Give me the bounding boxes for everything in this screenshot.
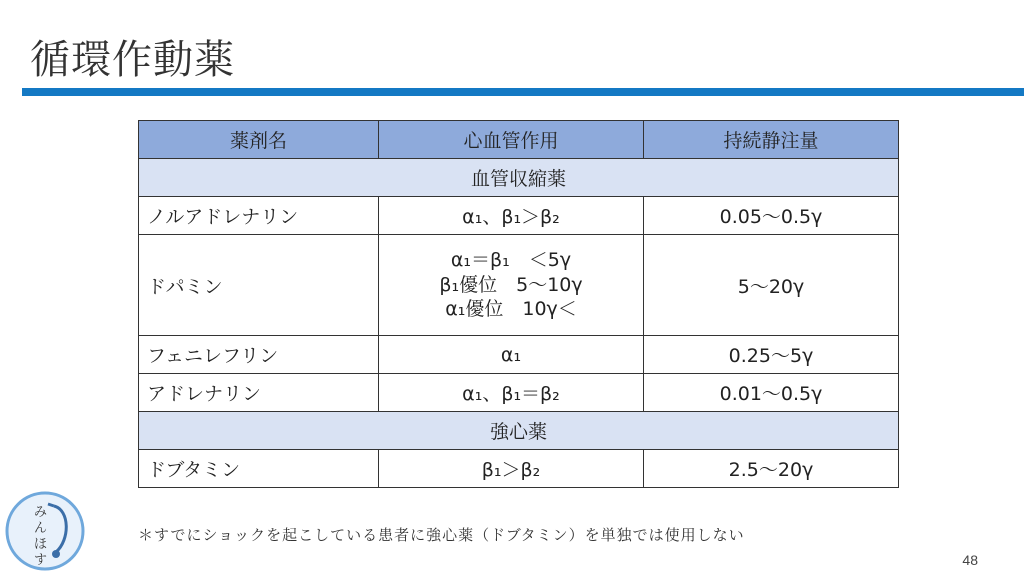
header-drug-name: 薬剤名 — [139, 121, 379, 159]
drug-dose: 0.25〜5γ — [644, 336, 899, 374]
effect-line: α₁優位 10γ＜ — [445, 298, 577, 321]
slide-title: 循環作動薬 — [30, 37, 235, 83]
title-underline-bar — [22, 88, 1024, 96]
drug-effect: α₁、β₁＞β₂ — [379, 197, 644, 235]
table-row — [139, 235, 899, 336]
logo-char: ほ — [34, 537, 48, 552]
section-row-inotropes — [139, 412, 899, 450]
header-cardiovascular-effect: 心血管作用 — [379, 121, 644, 159]
drug-effect: α₁ — [379, 336, 644, 374]
drug-effect: β₁＞β₂ — [379, 450, 644, 488]
drug-name: アドレナリン — [139, 374, 379, 412]
logo-char: み — [34, 505, 48, 520]
drug-dose: 0.01〜0.5γ — [644, 374, 899, 412]
drug-dose: 5〜20γ — [644, 235, 899, 336]
table-row — [139, 450, 899, 488]
effect-line: β₁優位 5〜10γ — [439, 273, 583, 296]
drug-name: ドブタミン — [139, 450, 379, 488]
drug-name: ノルアドレナリン — [139, 197, 379, 235]
section-label: 血管収縮薬 — [139, 159, 899, 197]
footnote: ＊すでにショックを起こしている患者に強心薬（ドブタミン）を単独では使用しない — [138, 526, 745, 544]
page-number: 48 — [962, 552, 978, 568]
drug-effect — [379, 235, 644, 336]
drug-name: ドパミン — [139, 235, 379, 336]
drug-dose: 2.5〜20γ — [644, 450, 899, 488]
drug-name: フェニレフリン — [139, 336, 379, 374]
drug-dose: 0.05〜0.5γ — [644, 197, 899, 235]
table-row — [139, 374, 899, 412]
effect-line: α₁＝β₁ ＜5γ — [450, 248, 572, 271]
table-row — [139, 336, 899, 374]
logo-char: ん — [34, 521, 48, 536]
section-label: 強心薬 — [139, 412, 899, 450]
table-header-row — [139, 121, 899, 159]
drug-table — [138, 120, 899, 488]
header-continuous-dose: 持続静注量 — [644, 121, 899, 159]
drug-effect: α₁、β₁＝β₂ — [379, 374, 644, 412]
logo-char: す — [34, 553, 48, 568]
section-row-vasoconstrictors — [139, 159, 899, 197]
table-row — [139, 197, 899, 235]
minhosu-logo — [4, 490, 86, 572]
